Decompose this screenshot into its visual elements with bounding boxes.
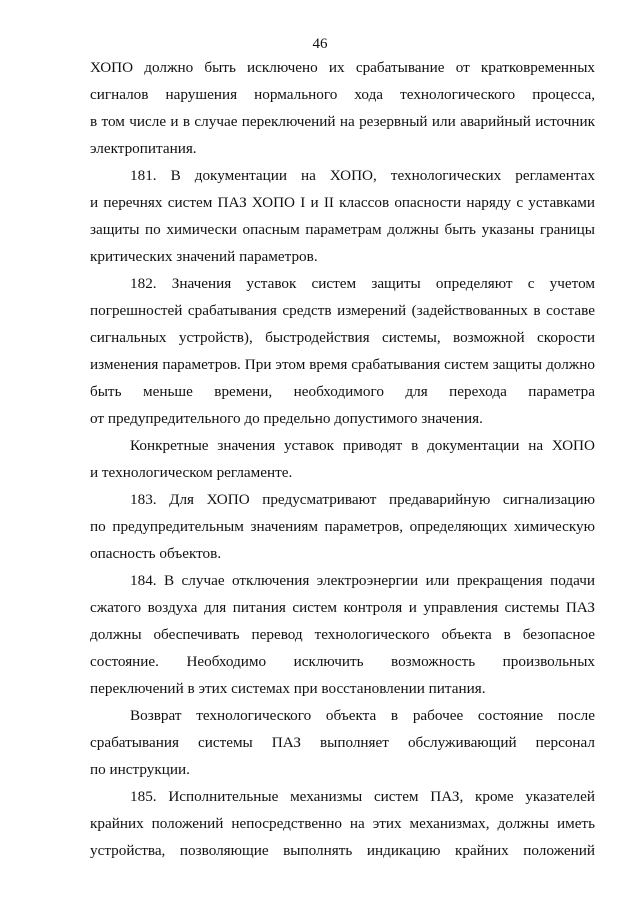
text-line: ХОПО должно быть исключено их срабатывание от кратковременных: [90, 59, 595, 76]
text-line: переключений в этих системах при восстановлении питания.: [90, 680, 486, 697]
text-line: Возврат технологического объекта в рабочее состояние после: [130, 707, 595, 724]
text-line: крайних положений непосредственно на этих механизмах, должны иметь: [90, 815, 595, 832]
text-line: электропитания.: [90, 140, 197, 157]
text-line: по инструкции.: [90, 761, 190, 778]
text-line: быть меньше времени, необходимого для перехода параметра: [90, 383, 595, 400]
text-line: изменения параметров. При этом время срабатывания систем защиты должно: [90, 356, 595, 373]
text-line: защиты по химически опасным параметрам должны быть указаны границы: [90, 221, 595, 238]
text-line: срабатывания системы ПАЗ выполняет обслуживающий персонал: [90, 734, 595, 751]
text-line: состояние. Необходимо исключить возможность произвольных: [90, 653, 595, 670]
text-line: должны обеспечивать перевод технологического объекта в безопасное: [90, 626, 595, 643]
text-line: критических значений параметров.: [90, 248, 318, 265]
text-line: в том числе и в случае переключений на резервный или аварийный источник: [90, 113, 595, 130]
text-line: устройства, позволяющие выполнять индикацию крайних положений: [90, 842, 595, 859]
text-line: 185. Исполнительные механизмы систем ПАЗ, кроме указателей: [130, 788, 595, 805]
page-number: 46: [312, 36, 328, 52]
text-line: 184. В случае отключения электроэнергии или прекращения подачи: [130, 572, 595, 589]
text-line: 183. Для ХОПО предусматривают предаварийную сигнализацию: [130, 491, 595, 508]
text-line: и технологическом регламенте.: [90, 464, 293, 481]
text-line: и перечнях систем ПАЗ ХОПО I и II классов опасности наряду с уставками: [90, 194, 595, 211]
text-line: опасность объектов.: [90, 545, 222, 562]
text-line: 182. Значения уставок систем защиты определяют с учетом: [130, 275, 595, 292]
text-line: сигнальных устройств), быстродействия системы, возможной скорости: [90, 329, 595, 346]
text-line: от предупредительного до предельно допустимого значения.: [90, 410, 483, 427]
text-line: Конкретные значения уставок приводят в документации на ХОПО: [130, 437, 595, 454]
text-line: 181. В документации на ХОПО, технологических регламентах: [130, 167, 595, 184]
text-line: по предупредительным значениям параметров, определяющих химическую: [90, 518, 595, 535]
text-line: сигналов нарушения нормального хода технологического процесса,: [90, 86, 595, 103]
text-line: сжатого воздуха для питания систем контроля и управления системы ПАЗ: [90, 599, 595, 616]
text-line: погрешностей срабатывания средств измерений (задействованных в составе: [90, 302, 595, 319]
